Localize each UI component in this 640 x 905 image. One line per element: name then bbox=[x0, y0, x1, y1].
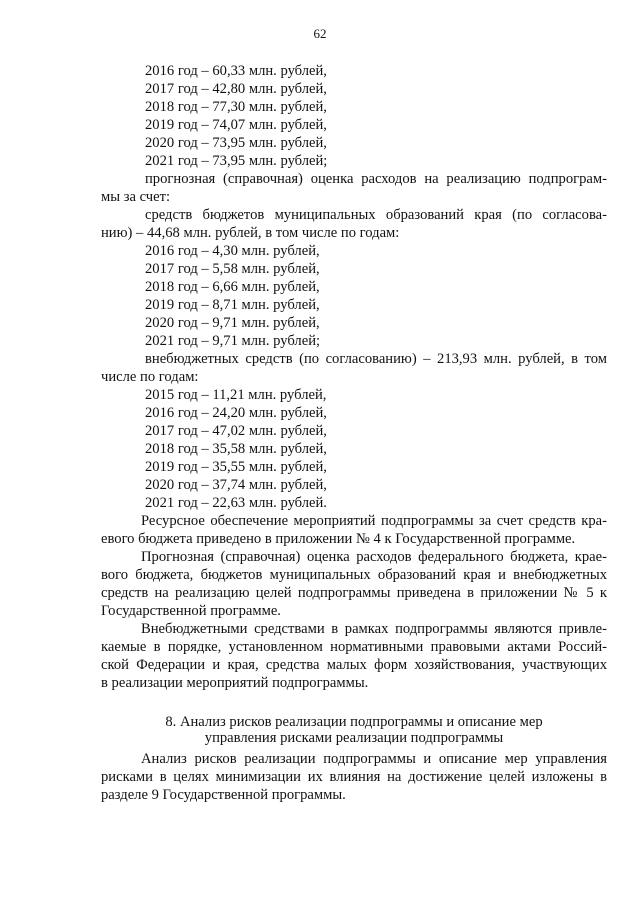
year-line: 2016 год – 4,30 млн. рублей, bbox=[145, 243, 320, 259]
resource-provision-paragraph bbox=[101, 512, 607, 548]
heading-line: 8. Анализ рисков реализации подпрограммы и описание мер bbox=[165, 714, 543, 730]
year-line: 2018 год – 35,58 млн. рублей, bbox=[145, 441, 327, 457]
section-heading bbox=[101, 714, 607, 746]
page-number: 62 bbox=[313, 26, 327, 41]
spacer bbox=[101, 692, 607, 710]
text-line: Внебюджетными средствами в рамках подпрограммы являются привле- bbox=[141, 621, 607, 637]
year-line: 2021 год – 73,95 млн. рублей; bbox=[145, 153, 328, 169]
risk-analysis-paragraph bbox=[101, 750, 607, 804]
year-line: 2020 год – 37,74 млн. рублей, bbox=[145, 477, 327, 493]
year-line: 2019 год – 35,55 млн. рублей, bbox=[145, 459, 327, 475]
text-line: евого бюджета приведено в приложении № 4 к Государственной программе. bbox=[101, 531, 576, 547]
year-line: 2019 год – 74,07 млн. рублей, bbox=[145, 117, 327, 133]
municipal-year-list bbox=[101, 242, 607, 350]
text-line: каемые в порядке, установленном нормативными правовыми актами Россий- bbox=[101, 639, 607, 655]
municipal-funds-paragraph bbox=[101, 206, 607, 242]
text-line: разделе 9 Государственной программы. bbox=[101, 787, 346, 803]
year-line: 2021 год – 9,71 млн. рублей; bbox=[145, 333, 321, 349]
text-line: средств бюджетов муниципальных образований края (по согласова- bbox=[145, 207, 607, 223]
regional-budget-year-list bbox=[101, 62, 607, 170]
text-line: ской Федерации и края, средства малых форм хозяйствования, участвующих bbox=[101, 657, 607, 673]
text-line: нию) – 44,68 млн. рублей, в том числе по годам: bbox=[101, 225, 400, 241]
extrabudget-year-list bbox=[101, 386, 607, 512]
heading-line: управления рисками реализации подпрограммы bbox=[204, 730, 504, 746]
text-line: средств на реализацию целей подпрограммы приведена в приложении № 5 к bbox=[101, 585, 607, 601]
year-line: 2015 год – 11,21 млн. рублей, bbox=[145, 387, 327, 403]
year-line: 2021 год – 22,63 млн. рублей. bbox=[145, 495, 327, 511]
year-line: 2018 год – 6,66 млн. рублей, bbox=[145, 279, 320, 295]
forecast-estimate-paragraph bbox=[101, 548, 607, 620]
year-line: 2017 год – 42,80 млн. рублей, bbox=[145, 81, 327, 97]
year-line: 2017 год – 5,58 млн. рублей, bbox=[145, 261, 320, 277]
forecast-intro-paragraph bbox=[101, 170, 607, 206]
text-line: Государственной программе. bbox=[101, 603, 281, 619]
year-line: 2019 год – 8,71 млн. рублей, bbox=[145, 297, 320, 313]
year-line: 2020 год – 9,71 млн. рублей, bbox=[145, 315, 320, 331]
document-body bbox=[101, 62, 607, 804]
text-line: Ресурсное обеспечение мероприятий подпрограммы за счет средств кра- bbox=[141, 513, 607, 529]
text-line: Анализ рисков реализации подпрограммы и описание мер управления bbox=[141, 751, 607, 767]
text-line: в реализации мероприятий подпрограммы. bbox=[101, 675, 369, 691]
extrabudget-funds-paragraph bbox=[101, 350, 607, 386]
year-line: 2016 год – 24,20 млн. рублей, bbox=[145, 405, 327, 421]
extrabudget-definition-paragraph bbox=[101, 620, 607, 692]
text-line: рисками в целях минимизации их влияния на достижение целей изложены в bbox=[101, 769, 607, 785]
year-line: 2017 год – 47,02 млн. рублей, bbox=[145, 423, 327, 439]
text-line: вого бюджета, бюджетов муниципальных образований края и внебюджетных bbox=[101, 567, 607, 583]
year-line: 2016 год – 60,33 млн. рублей, bbox=[145, 63, 327, 79]
text-line: внебюджетных средств (по согласованию) – 213,93 млн. рублей, в том bbox=[145, 351, 607, 367]
year-line: 2018 год – 77,30 млн. рублей, bbox=[145, 99, 327, 115]
year-line: 2020 год – 73,95 млн. рублей, bbox=[145, 135, 327, 151]
text-line: прогнозная (справочная) оценка расходов на реализацию подпрограм- bbox=[145, 171, 607, 187]
text-line: числе по годам: bbox=[101, 369, 199, 385]
text-line: мы за счет: bbox=[101, 189, 171, 205]
text-line: Прогнозная (справочная) оценка расходов федерального бюджета, крае- bbox=[141, 549, 607, 565]
